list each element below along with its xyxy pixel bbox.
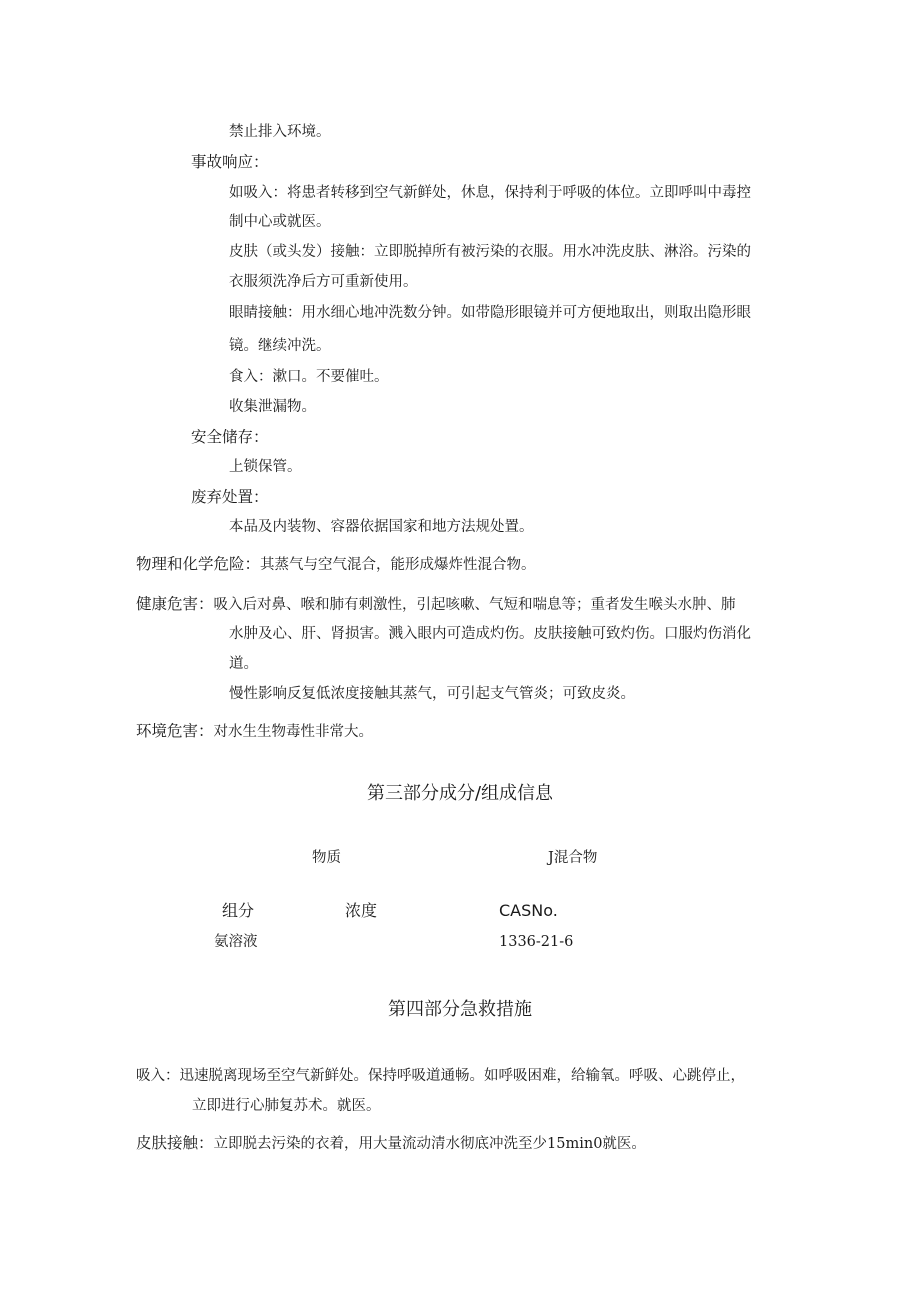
- physchem-hazard-line: [136, 554, 536, 575]
- safe-storage-heading: 安全储存：: [191, 428, 269, 446]
- collect-spill-line: 收集泄漏物。: [229, 399, 316, 415]
- physchem-hazard-label: 物理和化学危险：: [136, 555, 261, 573]
- header-cas: CASNo.: [499, 901, 558, 920]
- env-hazard-label: 环境危害：: [136, 722, 214, 740]
- section4-title: 第四部分急救措施: [388, 999, 532, 1020]
- health-hazard-line-2: 水肿及心、肝、肾损害。溅入眼内可造成灼伤。皮肤接触可致灼伤。口服灼伤消化: [229, 626, 751, 642]
- health-hazard-line-1: [136, 594, 736, 615]
- header-concentration: 浓度: [345, 901, 378, 920]
- header-component: 组分: [222, 901, 255, 920]
- inhale-response-line-2: 制中心或就医。: [229, 214, 331, 230]
- firstaid-inhale-line-2: 立即进行心肺复苏术。就医。: [192, 1098, 381, 1114]
- disposal-heading: 废弃处置：: [191, 488, 269, 506]
- accident-response-heading: 事故响应：: [191, 153, 269, 171]
- env-prohibit-line: 禁止排入环境。: [229, 124, 331, 140]
- section3-title: 第三部分成分/组成信息: [366, 783, 554, 804]
- firstaid-skin-line: [136, 1133, 646, 1154]
- env-hazard-line: [136, 721, 373, 742]
- health-hazard-line-4: 慢性影响反复低浓度接触其蒸气，可引起支气管炎；可致皮炎。: [229, 686, 635, 702]
- physchem-hazard-text: 其蒸气与空气混合，能形成爆炸性混合物。: [260, 557, 536, 573]
- firstaid-skin-text: 立即脱去污染的衣着，用大量流动清水彻底冲洗至少15min0就医。: [213, 1136, 646, 1152]
- eye-response-line-2: 镜。继续冲洗。: [229, 338, 331, 354]
- substance-label: 物质: [312, 850, 341, 866]
- health-hazard-label: 健康危害：: [136, 595, 214, 613]
- disposal-text: 本品及内装物、容器依据国家和地方法规处置。: [229, 519, 534, 535]
- eye-response-line-1: 眼睛接触：用水细心地冲洗数分钟。如带隐形眼镜并可方便地取出，则取出隐形眼: [229, 305, 751, 321]
- health-hazard-text-1: 吸入后对鼻、喉和肺有刺激性，引起咳嗽、气短和喘息等；重者发生喉头水肿、肺: [213, 597, 736, 613]
- ingest-response-line: 食入：漱口。不要催吐。: [229, 369, 389, 385]
- mixture-label: J混合物: [548, 850, 598, 866]
- firstaid-inhale-line-1: 吸入：迅速脱离现场至空气新鲜处。保持呼吸道通畅。如呼吸困难，给输氧。呼吸、心跳停止，: [136, 1068, 745, 1084]
- firstaid-skin-label: 皮肤接触：: [136, 1134, 214, 1152]
- safe-storage-text: 上锁保管。: [229, 459, 302, 475]
- skin-response-line-2: 衣服须洗净后方可重新使用。: [229, 274, 418, 290]
- env-hazard-text: 对水生生物毒性非常大。: [213, 724, 374, 740]
- skin-response-line-1: 皮肤（或头发）接触：立即脱掉所有被污染的衣服。用水冲洗皮肤、淋浴。污染的: [229, 244, 751, 260]
- health-hazard-line-3: 道。: [229, 656, 258, 672]
- row-cas: 1336-21-6: [499, 934, 574, 950]
- inhale-response-line-1: 如吸入：将患者转移到空气新鲜处，休息，保持利于呼吸的体位。立即呼叫中毒控: [229, 185, 751, 201]
- row-component: 氨溶液: [214, 934, 258, 950]
